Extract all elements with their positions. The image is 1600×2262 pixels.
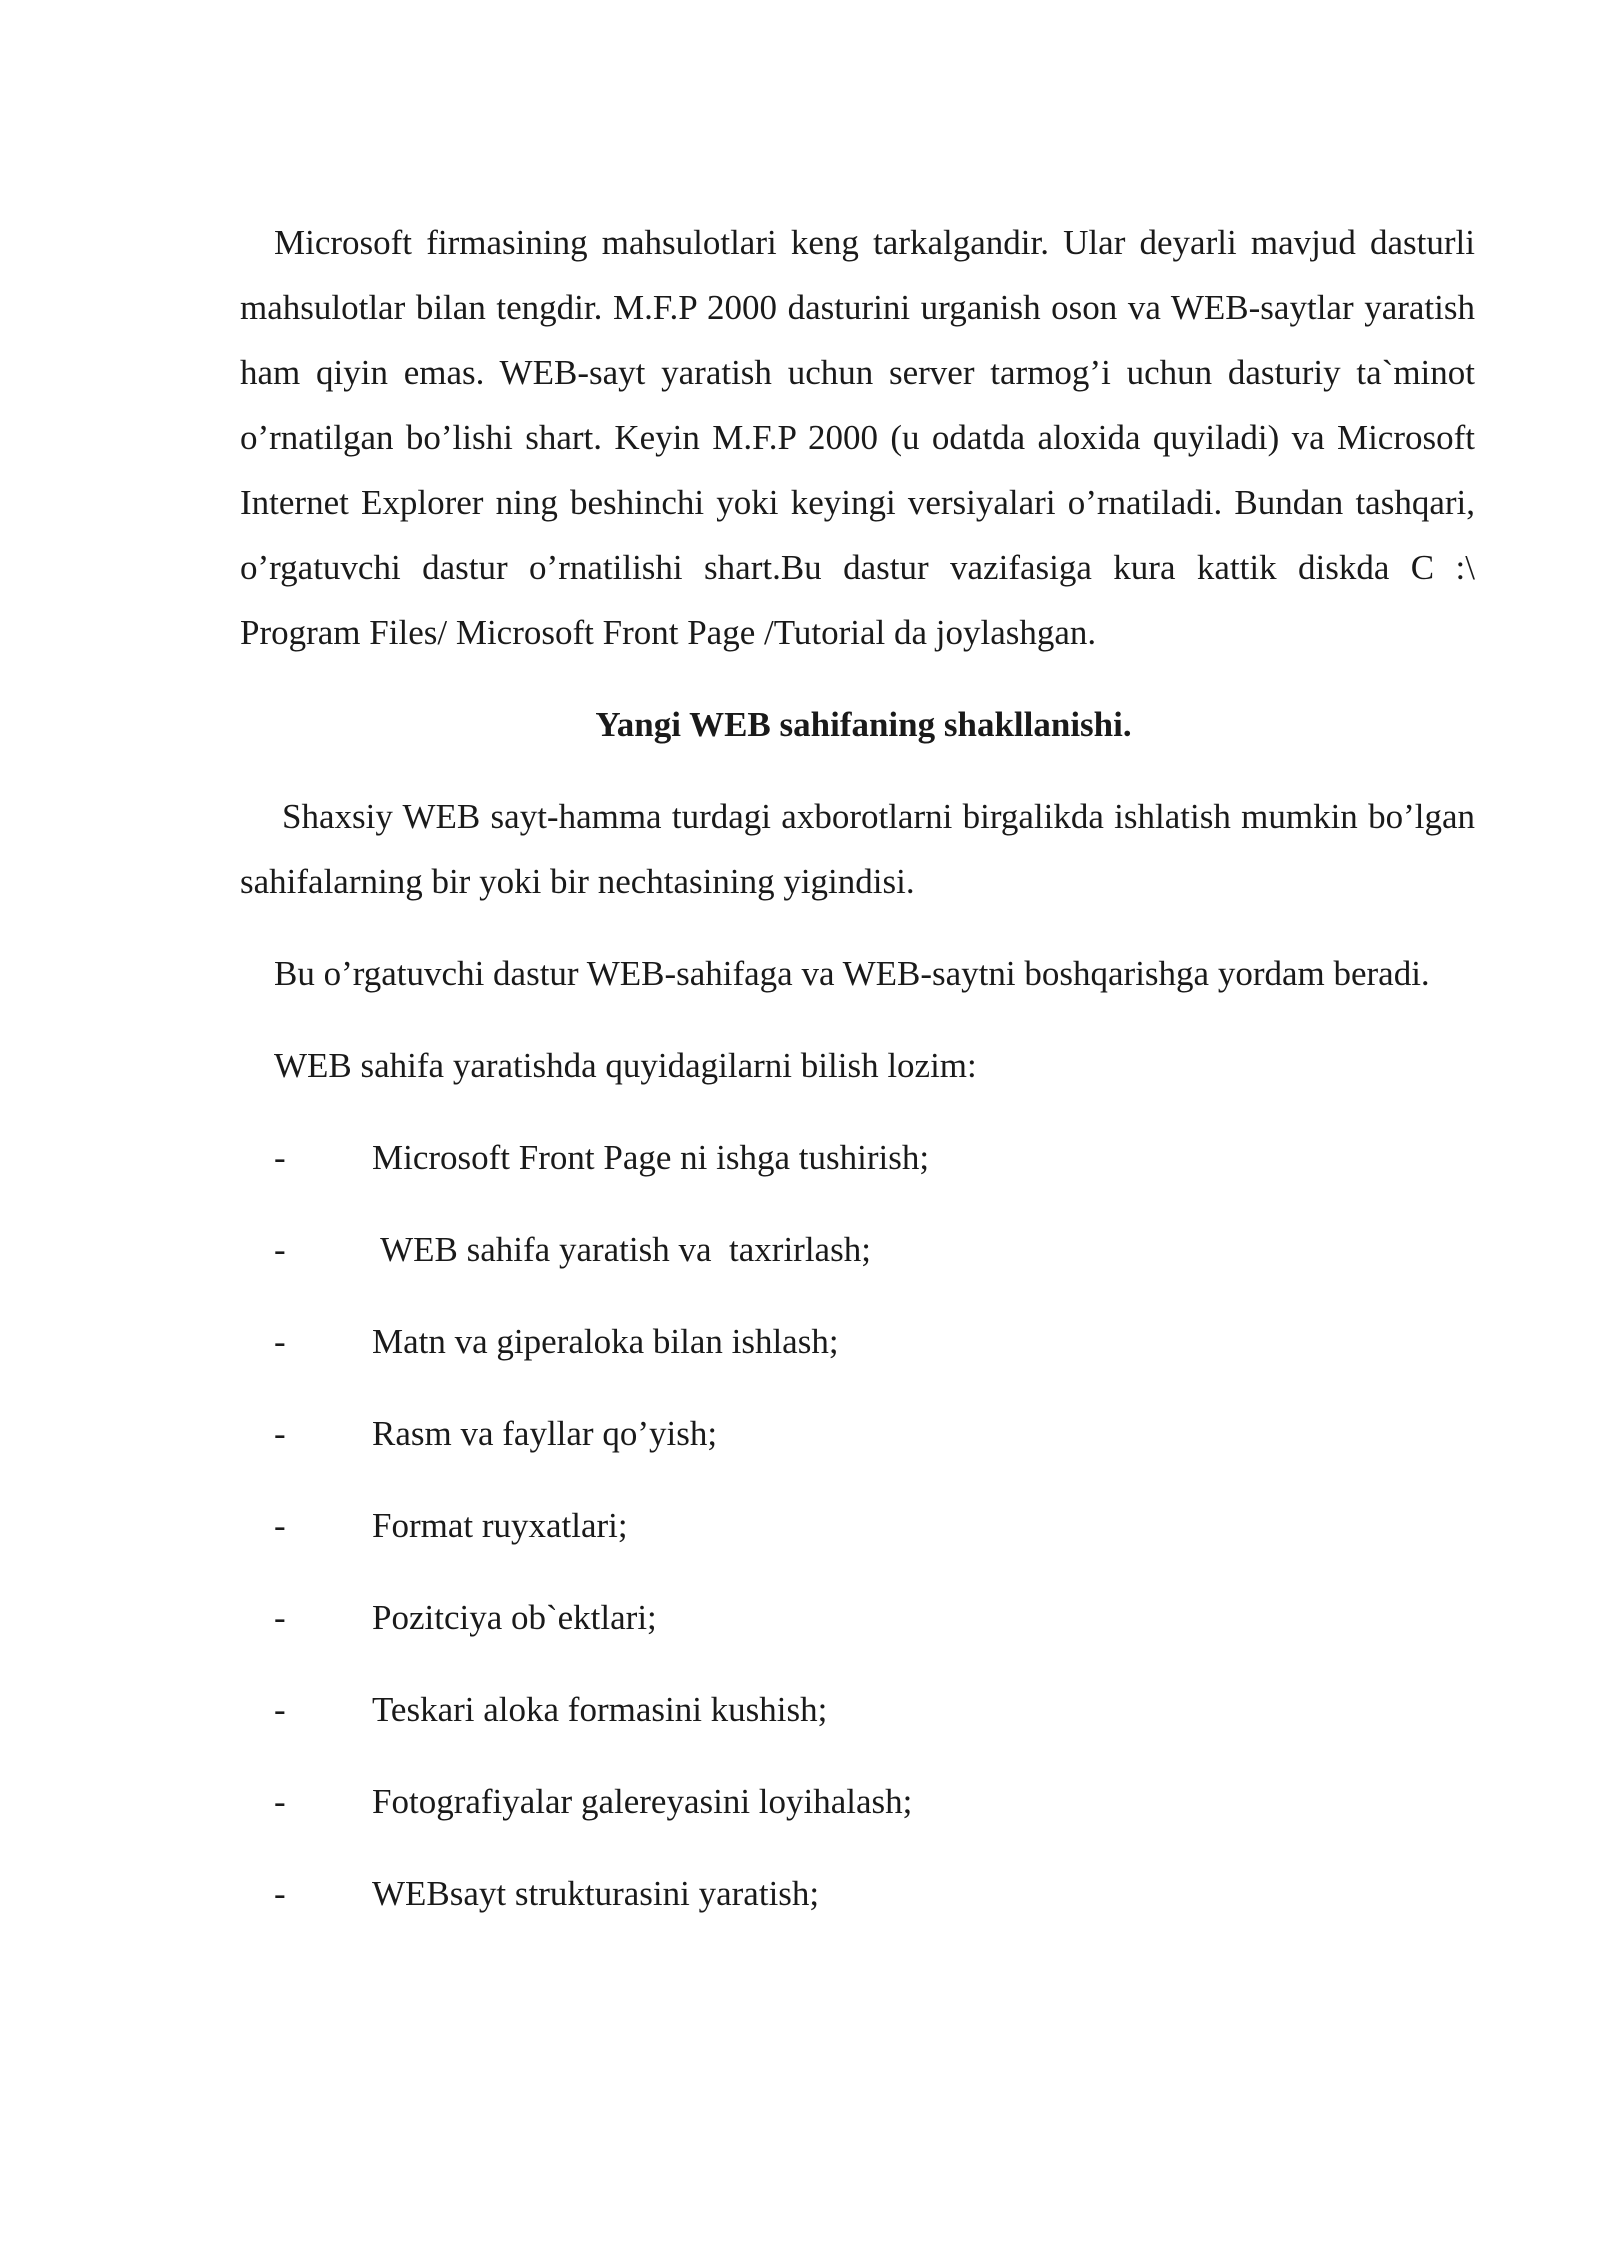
list-item bbox=[240, 1401, 1475, 1466]
list-item bbox=[240, 1217, 1475, 1282]
list-dash: - bbox=[274, 1506, 286, 1545]
list-item bbox=[240, 1861, 1475, 1926]
skills-list bbox=[240, 1125, 1475, 1926]
list-item bbox=[240, 1585, 1475, 1650]
list-item-text: Microsoft Front Page ni ishga tushirish; bbox=[372, 1138, 930, 1177]
list-dash: - bbox=[274, 1782, 286, 1821]
list-intro-paragraph: WEB sahifa yaratishda quyidagilarni bilish lozim: bbox=[274, 1046, 977, 1085]
list-item-text: Rasm va fayllar qo’yish; bbox=[372, 1414, 718, 1453]
list-item bbox=[240, 1125, 1475, 1190]
list-dash: - bbox=[274, 1414, 286, 1453]
list-dash: - bbox=[274, 1874, 286, 1913]
document-body bbox=[240, 210, 1475, 1926]
list-item-text: Pozitciya ob`ektlari; bbox=[372, 1598, 657, 1637]
list-dash: - bbox=[274, 1598, 286, 1637]
list-item bbox=[240, 1309, 1475, 1374]
list-dash: - bbox=[274, 1690, 286, 1729]
list-item-text: WEB sahifa yaratish va taxrirlash; bbox=[372, 1230, 871, 1269]
list-dash: - bbox=[274, 1230, 286, 1269]
helper-paragraph: Bu o’rgatuvchi dastur WEB-sahifaga va WEB-saytni boshqarishga yordam beradi. bbox=[274, 954, 1430, 993]
definition-paragraph: Shaxsiy WEB sayt-hamma turdagi axborotlarni birgalikda ishlatish mumkin bo’lgan sahifalarning bir yoki bir nechtasining yigindisi. bbox=[240, 797, 1475, 901]
list-dash: - bbox=[274, 1138, 286, 1177]
list-item bbox=[240, 1769, 1475, 1834]
list-item-text: Format ruyxatlari; bbox=[372, 1506, 628, 1545]
list-item-text: WEBsayt strukturasini yaratish; bbox=[372, 1874, 820, 1913]
list-item-text: Fotografiyalar galereyasini loyihalash; bbox=[372, 1782, 913, 1821]
list-item bbox=[240, 1677, 1475, 1742]
section-heading: Yangi WEB sahifaning shakllanishi. bbox=[595, 705, 1132, 744]
list-item bbox=[240, 1493, 1475, 1558]
intro-paragraph: Microsoft firmasining mahsulotlari keng tarkalgandir. Ular deyarli mavjud dasturli mahsulotlar bilan tengdir. M.F.P 2000 dasturini urganish oson va WEB-saytlar yaratish ham qiyin emas. WEB-sayt yaratish uchun server tarmog’i uchun dasturiy ta`minot o’rnatilgan bo’lishi shart. Keyin M.F.P 2000 (u odatda aloxida quyiladi) va Microsoft Internet Explorer ning beshinchi yoki keyingi versiyalari o’rnatiladi. Bundan tashqari, o’rgatuvchi dastur o’rnatilishi shart.Bu dastur vazifasiga kura kattik diskda C :\ Program Files/ Microsoft Front Page /Tutorial da joylashgan. bbox=[240, 223, 1475, 652]
list-item-text: Teskari aloka formasini kushish; bbox=[372, 1690, 828, 1729]
list-item-text: Matn va giperaloka bilan ishlash; bbox=[372, 1322, 839, 1361]
list-dash: - bbox=[274, 1322, 286, 1361]
